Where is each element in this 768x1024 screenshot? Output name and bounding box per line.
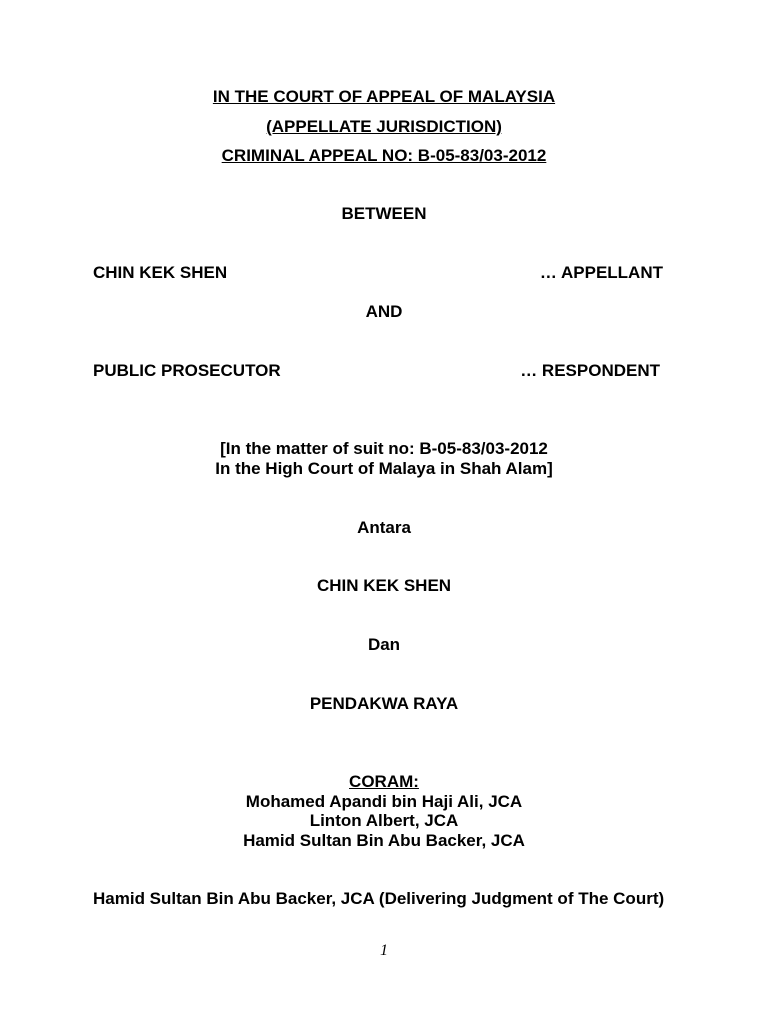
page-number: 1 bbox=[380, 942, 388, 959]
coram-label: CORAM: bbox=[349, 772, 419, 791]
appellant-name: CHIN KEK SHEN bbox=[93, 263, 228, 282]
appeal-number: CRIMINAL APPEAL NO: B-05-83/03-2012 bbox=[221, 146, 547, 165]
judgment-intro: Hamid Sultan Bin Abu Backer, JCA (Delivering Judgment of The Court) bbox=[93, 889, 665, 908]
appellant-role: … APPELLANT bbox=[539, 263, 663, 282]
coram-judge-1: Mohamed Apandi bin Haji Ali, JCA bbox=[245, 792, 523, 811]
matter-line-2: In the High Court of Malaya in Shah Alam] bbox=[215, 459, 553, 478]
between-label: BETWEEN bbox=[341, 204, 427, 223]
respondent-role: … RESPONDENT bbox=[520, 361, 660, 380]
malay-party-2: PENDAKWA RAYA bbox=[309, 694, 459, 713]
malay-party-1: CHIN KEK SHEN bbox=[316, 576, 452, 595]
jurisdiction-title: (APPELLATE JURISDICTION) bbox=[266, 117, 502, 136]
coram-judge-3: Hamid Sultan Bin Abu Backer, JCA bbox=[243, 831, 525, 850]
court-title: IN THE COURT OF APPEAL OF MALAYSIA bbox=[212, 87, 556, 106]
respondent-name: PUBLIC PROSECUTOR bbox=[93, 361, 281, 380]
matter-line-1: [In the matter of suit no: B-05-83/03-2012 bbox=[220, 439, 548, 458]
coram-judge-2: Linton Albert, JCA bbox=[309, 811, 459, 830]
and-label: AND bbox=[365, 302, 403, 321]
dan-label: Dan bbox=[367, 635, 401, 654]
antara-label: Antara bbox=[357, 518, 411, 537]
